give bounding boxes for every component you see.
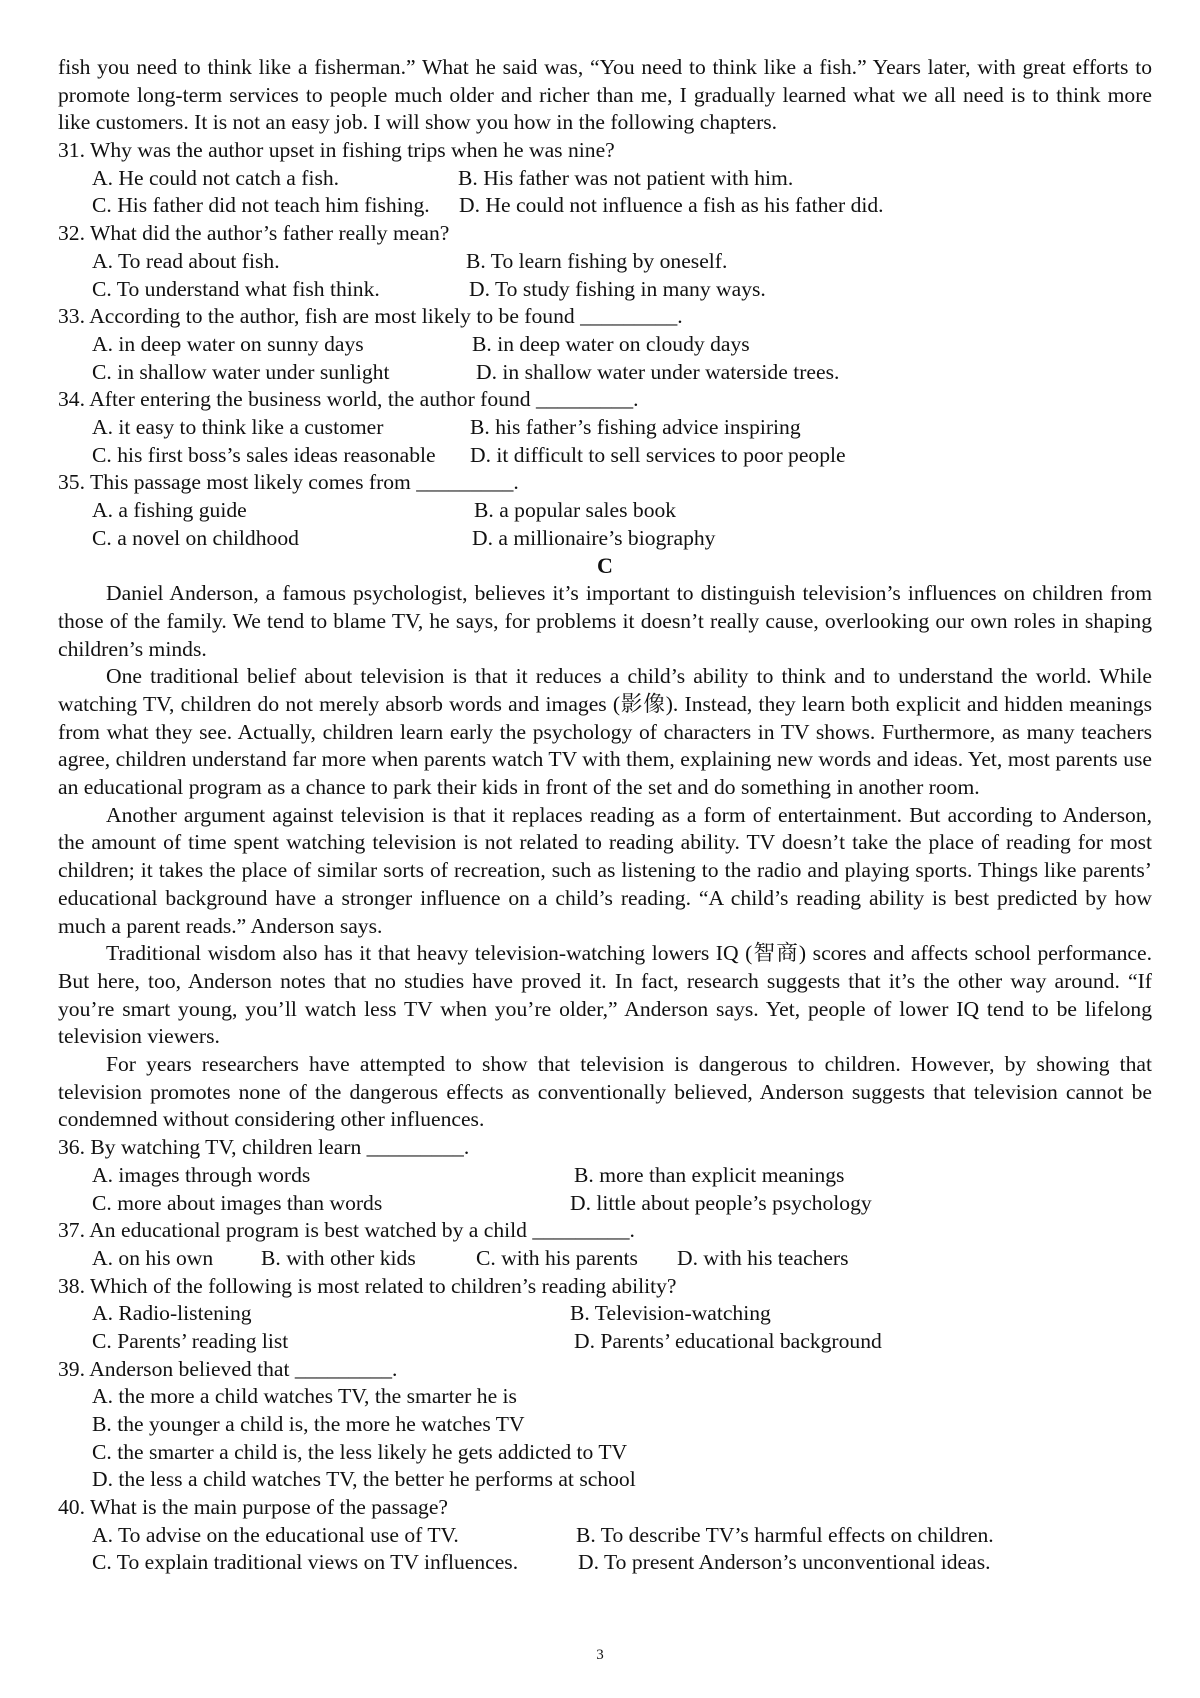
question-40-options-row-1 — [58, 1522, 1152, 1550]
option-34-c[interactable]: C. his first boss’s sales ideas reasonable — [92, 442, 436, 467]
passage-c-paragraph-4: Traditional wisdom also has it that heavy television-watching lowers IQ (智商) scores and affects school performance. But here, too, Anderson notes that no studies have proved it. In fact, research suggests that it’s the other way around. “If you’re smart young, you’ll watch less TV when you’re older,” Anderson says. Yet, people of lower IQ tend to be lifelong television viewers. — [58, 941, 1152, 1049]
option-37-b[interactable]: B. with other kids — [261, 1245, 416, 1270]
question-31-options-row-2 — [58, 192, 1152, 220]
option-37-a[interactable]: A. on his own — [92, 1245, 214, 1270]
option-35-b[interactable]: B. a popular sales book — [474, 498, 677, 523]
question-37-stem: 37. An educational program is best watched by a child _________. — [58, 1218, 635, 1243]
option-40-d[interactable]: D. To present Anderson’s unconventional ideas. — [578, 1550, 991, 1575]
option-36-d[interactable]: D. little about people’s psychology — [570, 1190, 872, 1215]
option-35-a[interactable]: A. a fishing guide — [92, 498, 247, 523]
option-32-b[interactable]: B. To learn fishing by oneself. — [466, 248, 728, 273]
option-32-a[interactable]: A. To read about fish. — [92, 248, 280, 273]
option-37-d[interactable]: D. with his teachers — [677, 1245, 849, 1270]
question-35-options-row-2 — [58, 525, 1152, 553]
passage-b-ending: fish you need to think like a fisherman.” What he said was, “You need to think like a fish.” Years later, with great efforts to promote long-term services to people much older and richer than me, I gradually learned what we all need is to think more like customers. It is not an easy job. I will show you how in the following chapters. — [58, 55, 1152, 135]
question-36-options-row-2 — [58, 1190, 1152, 1218]
question-38-stem: 38. Which of the following is most related to children’s reading ability? — [58, 1273, 677, 1298]
option-38-c[interactable]: C. Parents’ reading list — [92, 1328, 289, 1353]
question-34-stem: 34. After entering the business world, the author found _________. — [58, 387, 639, 412]
question-31-stem: 31. Why was the author upset in fishing trips when he was nine? — [58, 138, 615, 163]
option-32-c[interactable]: C. To understand what fish think. — [92, 276, 380, 301]
option-33-b[interactable]: B. in deep water on cloudy days — [472, 331, 750, 356]
question-39-stem: 39. Anderson believed that _________. — [58, 1356, 398, 1381]
question-34-options-row-2 — [58, 442, 1152, 470]
question-34-options-row-1 — [58, 414, 1152, 442]
question-32-stem: 32. What did the author’s father really mean? — [58, 221, 450, 246]
question-39-option-d-row — [58, 1466, 1152, 1494]
question-37-options-row — [58, 1245, 1152, 1273]
question-39-option-b-row — [58, 1411, 1152, 1439]
question-32-options-row-1 — [58, 248, 1152, 276]
option-39-b[interactable]: B. the younger a child is, the more he watches TV — [92, 1412, 525, 1437]
passage-c-paragraph-2: One traditional belief about television is that it reduces a child’s ability to think and to understand the world. While watching TV, children do not merely absorb words and images (影像). Instead, they learn both explicit and hidden meanings from what they see. Actually, children learn early the psychology of characters in TV shows. Furthermore, as many teachers agree, children understand far more when parents watch TV with them, explaining new words and ideas. Yet, most parents use an educational program as a chance to park their kids in front of the set and do something in another room. — [58, 664, 1152, 800]
option-33-a[interactable]: A. in deep water on sunny days — [92, 331, 364, 356]
exam-page — [58, 54, 1152, 1577]
question-38-options-row-1 — [58, 1300, 1152, 1328]
option-38-d[interactable]: D. Parents’ educational background — [574, 1328, 882, 1353]
option-31-a[interactable]: A. He could not catch a fish. — [92, 165, 340, 190]
question-38-options-row-2 — [58, 1328, 1152, 1356]
option-34-b[interactable]: B. his father’s fishing advice inspiring — [470, 414, 801, 439]
passage-c-paragraph-3: Another argument against television is that it replaces reading as a form of entertainment. But according to Anderson, the amount of time spent watching television is not related to reading ability. TV doesn’t take the place of reading for most children; it takes the place of similar sorts of recreation, such as listening to the radio and playing sports. Things like parents’ educational background have a stronger influence on a child’s reading. “A child’s reading ability is best predicted by how much a parent reads.” Anderson says. — [58, 802, 1152, 938]
option-35-c[interactable]: C. a novel on childhood — [92, 525, 299, 550]
option-35-d[interactable]: D. a millionaire’s biography — [472, 525, 716, 550]
option-36-b[interactable]: B. more than explicit meanings — [574, 1162, 845, 1187]
option-39-a[interactable]: A. the more a child watches TV, the smarter he is — [92, 1384, 517, 1409]
option-34-d[interactable]: D. it difficult to sell services to poor people — [470, 442, 846, 467]
option-37-c[interactable]: C. with his parents — [476, 1245, 638, 1270]
option-33-c[interactable]: C. in shallow water under sunlight — [92, 359, 390, 384]
option-39-c[interactable]: C. the smarter a child is, the less likely he gets addicted to TV — [92, 1439, 628, 1464]
option-40-c[interactable]: C. To explain traditional views on TV influences. — [92, 1550, 519, 1575]
question-31-options-row-1 — [58, 165, 1152, 193]
question-36-options-row-1 — [58, 1162, 1152, 1190]
question-39-option-c-row — [58, 1439, 1152, 1467]
question-33-options-row-2 — [58, 359, 1152, 387]
passage-c-paragraph-1: Daniel Anderson, a famous psychologist, believes it’s important to distinguish television’s influences on children from those of the family. We tend to blame TV, he says, for problems it doesn’t really cause, overlooking our own roles in shaping children’s minds. — [58, 581, 1152, 661]
question-33-options-row-1 — [58, 331, 1152, 359]
question-40-options-row-2 — [58, 1549, 1152, 1577]
passage-c-paragraph-5: For years researchers have attempted to show that television is dangerous to children. However, by showing that television promotes none of the dangerous effects as conventionally believed, Anderson suggests that television cannot be condemned without considering other influences. — [58, 1052, 1152, 1132]
option-34-a[interactable]: A. it easy to think like a customer — [92, 414, 384, 439]
option-31-b[interactable]: B. His father was not patient with him. — [458, 165, 794, 190]
option-32-d[interactable]: D. To study fishing in many ways. — [469, 276, 766, 301]
option-40-b[interactable]: B. To describe TV’s harmful effects on children. — [576, 1522, 994, 1547]
question-32-options-row-2 — [58, 276, 1152, 304]
option-38-a[interactable]: A. Radio-listening — [92, 1301, 252, 1326]
option-40-a[interactable]: A. To advise on the educational use of TV. — [92, 1522, 459, 1547]
option-36-a[interactable]: A. images through words — [92, 1162, 311, 1187]
option-39-d[interactable]: D. the less a child watches TV, the better he performs at school — [92, 1467, 636, 1492]
question-33-stem: 33. According to the author, fish are most likely to be found _________. — [58, 304, 683, 329]
option-33-d[interactable]: D. in shallow water under waterside trees. — [476, 359, 840, 384]
page-number: 3 — [596, 1647, 604, 1663]
question-36-stem: 36. By watching TV, children learn _________. — [58, 1135, 470, 1160]
question-35-stem: 35. This passage most likely comes from _________. — [58, 470, 519, 495]
option-36-c[interactable]: C. more about images than words — [92, 1190, 383, 1215]
option-38-b[interactable]: B. Television-watching — [570, 1301, 771, 1326]
question-39-option-a-row — [58, 1383, 1152, 1411]
option-31-d[interactable]: D. He could not influence a fish as his father did. — [459, 193, 884, 218]
option-31-c[interactable]: C. His father did not teach him fishing. — [92, 193, 430, 218]
question-35-options-row-1 — [58, 497, 1152, 525]
section-c-heading: C — [597, 553, 613, 579]
question-40-stem: 40. What is the main purpose of the passage? — [58, 1495, 448, 1520]
